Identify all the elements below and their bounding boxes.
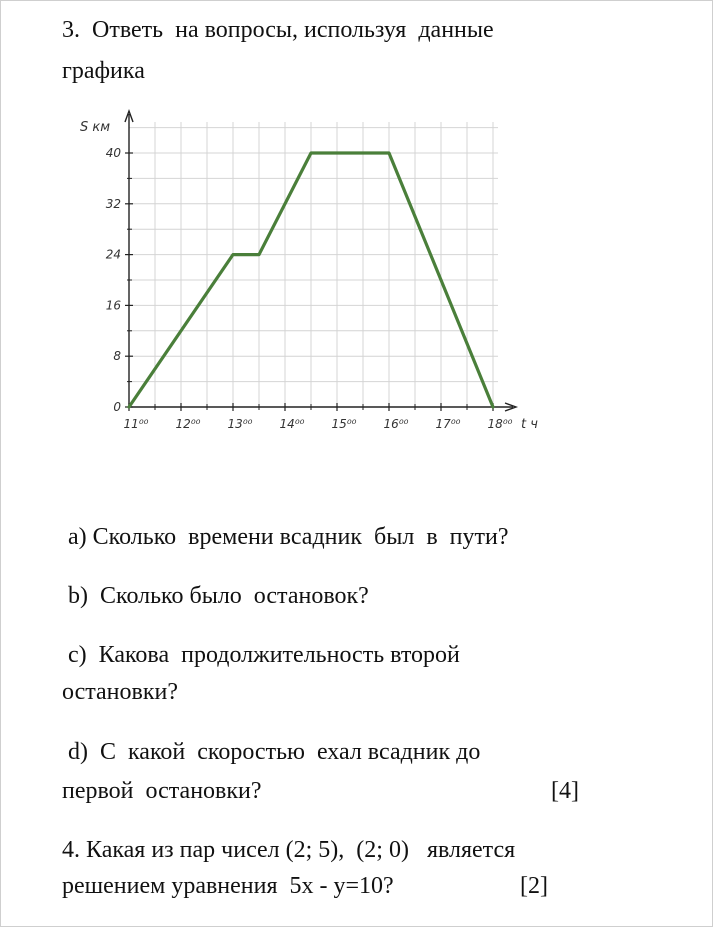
- chart-grid: [129, 122, 498, 407]
- question-d-points: [4]: [551, 778, 579, 804]
- x-tick-label: 14⁰⁰: [279, 417, 305, 431]
- y-tick-label: 32: [105, 196, 121, 211]
- x-tick-label: 11⁰⁰: [123, 417, 149, 431]
- chart-axes: [125, 111, 516, 411]
- x-tick-label: 15⁰⁰: [331, 417, 357, 431]
- y-tick-label: 24: [105, 247, 121, 262]
- question-c-line2: остановки?: [62, 679, 179, 705]
- task4-line2: решением уравнения 5x - y=10?: [62, 873, 394, 899]
- question-b: b) Сколько было остановок?: [68, 583, 369, 609]
- x-tick-label: 13⁰⁰: [227, 417, 253, 431]
- y-tick-label: 8: [113, 349, 121, 364]
- x-tick-label: 12⁰⁰: [175, 417, 201, 431]
- task3-title-line1: 3. Ответь на вопросы, используя данные: [62, 17, 494, 43]
- y-tick-label: 40: [105, 146, 121, 160]
- task4-line1: 4. Какая из пар чисел (2; 5), (2; 0) является: [62, 837, 516, 863]
- question-c-line1: с) Какова продолжительность второй: [68, 642, 460, 668]
- x-axis-label: t ч: [521, 417, 538, 432]
- y-tick-label: 16: [105, 298, 121, 313]
- y-axis-label: S км: [80, 120, 111, 135]
- x-tick-label: 17⁰⁰: [435, 417, 461, 431]
- task4-points: [2]: [520, 873, 548, 899]
- y-tick-label: 0: [113, 400, 121, 414]
- question-d-line1: d) С какой скоростью ехал всадник до: [68, 739, 481, 765]
- task3-title-line2: графика: [62, 58, 145, 84]
- question-a: а) Сколько времени всадник был в пути?: [68, 524, 509, 550]
- chart-ticks: [106, 146, 513, 431]
- x-tick-label: 16⁰⁰: [383, 417, 409, 431]
- x-tick-label: 18⁰⁰: [487, 417, 513, 431]
- question-d-line2: первой остановки?: [62, 778, 262, 804]
